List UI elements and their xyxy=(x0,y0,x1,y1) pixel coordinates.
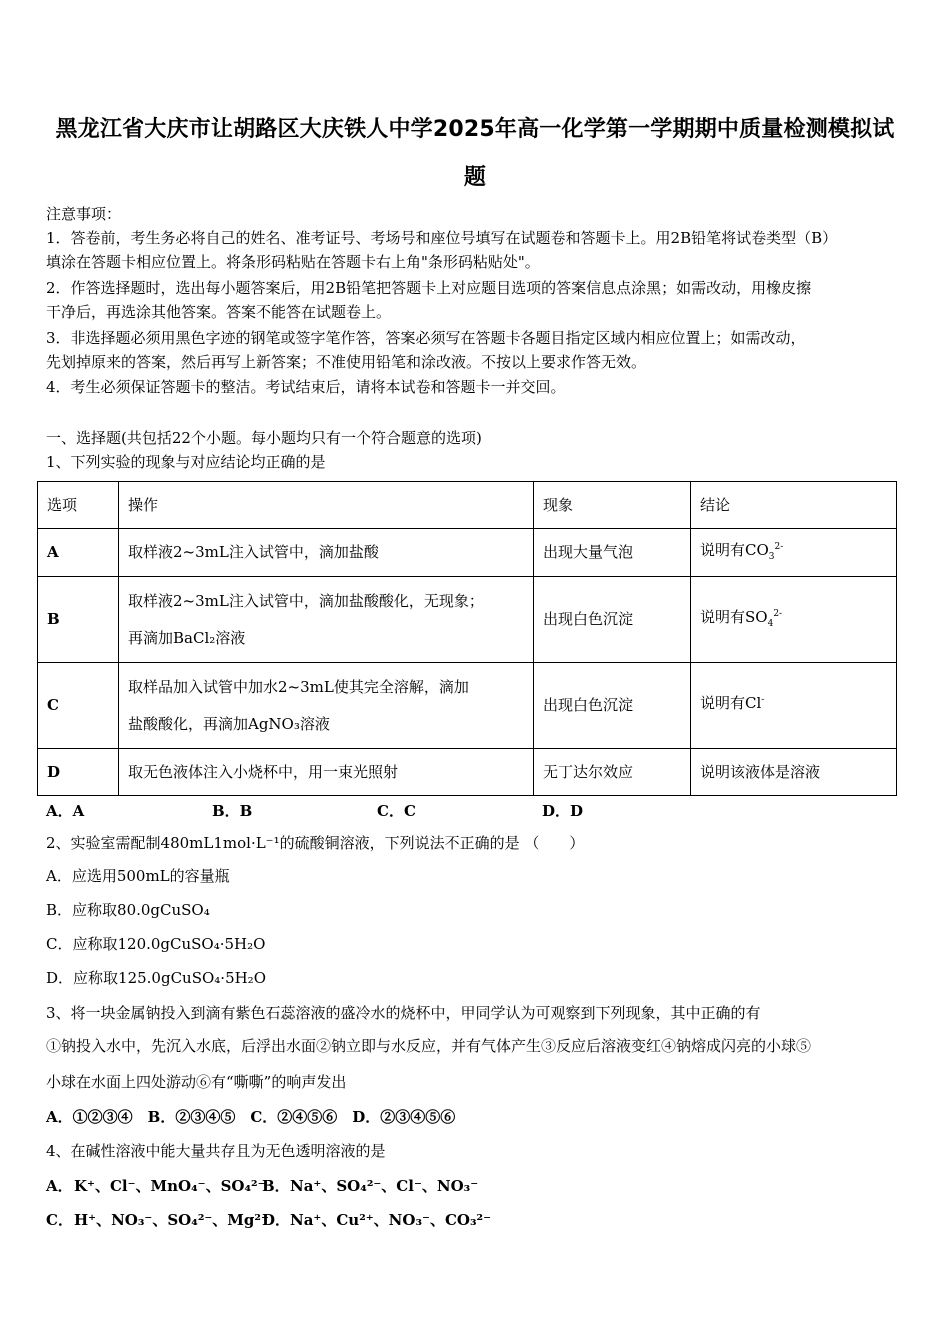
question-4-option-c: H⁺、NO₃⁻、SO₄²⁻、Mg²⁺ xyxy=(74,1211,269,1229)
operation-line: 取无色液体注入小烧杯中，用一束光照射 xyxy=(128,762,399,781)
notice-item: 干净后，再选涂其他答案。答案不能答在试题卷上。 xyxy=(46,303,392,321)
section-heading: 一、选择题(共包括22个小题。每小题均只有一个符合题意的选项) xyxy=(46,429,482,447)
question-3-statements-cont: 小球在水面上四处游动⑥有“嘶嘶”的响声发出 xyxy=(46,1073,347,1091)
notice-item: 4．考生必须保证答题卡的整洁。考试结束后，请将本试卷和答题卡一并交回。 xyxy=(46,378,566,396)
table-cell-option: B xyxy=(38,577,119,663)
conclusion-text: 说明有CO xyxy=(700,541,769,559)
question-2-stem: 2、实验室需配制480mL1mol·L⁻¹的硫酸铜溶液，下列说法不正确的是 （ ） xyxy=(46,834,585,852)
operation-line: 取样品加入试管中加水2~3mL使其完全溶解，滴加 xyxy=(128,677,469,696)
table-cell-operation xyxy=(119,749,534,796)
table-header-row xyxy=(38,482,897,529)
table-cell-operation xyxy=(119,577,534,663)
table-cell-operation xyxy=(119,663,534,749)
question-4-option-b: Na⁺、SO₄²⁻、Cl⁻、NO₃⁻ xyxy=(290,1177,479,1195)
table-row xyxy=(38,577,897,663)
table-cell-conclusion xyxy=(691,663,897,749)
table-cell-conclusion xyxy=(691,577,897,663)
conclusion-superscript: - xyxy=(761,695,765,705)
question-4-option-c-label: C． xyxy=(46,1211,73,1229)
table-cell-phenomenon: 出现白色沉淀 xyxy=(534,663,691,749)
table-header-cell: 选项 xyxy=(38,482,119,529)
table-header-cell: 现象 xyxy=(534,482,691,529)
question-1-option-b: B．B xyxy=(212,802,253,820)
table-cell-conclusion xyxy=(691,529,897,577)
notice-item: 2．作答选择题时，选出每小题答案后，用2B铅笔把答题卡上对应题目选项的答案信息点涂黑；如需改动，用橡皮擦 xyxy=(46,279,812,297)
question-1-stem: 1、下列实验的现象与对应结论均正确的是 xyxy=(46,453,326,471)
question-2-option-a: A．应选用500mL的容量瓶 xyxy=(46,867,230,885)
operation-line: 取样液2~3mL注入试管中，滴加盐酸 xyxy=(128,543,379,561)
conclusion-text: 说明该液体是溶液 xyxy=(700,762,821,781)
question-4-stem: 4、在碱性溶液中能大量共存且为无色透明溶液的是 xyxy=(46,1142,386,1160)
question-3-options: A．①②③④ B．②③④⑤ C．②④⑤⑥ D．②③④⑤⑥ xyxy=(46,1108,456,1126)
operation-line: 再滴加BaCl₂溶液 xyxy=(128,628,246,647)
conclusion-text: 说明有SO xyxy=(700,608,768,626)
question-1-table xyxy=(37,481,897,796)
question-2-option-b: B．应称取80.0gCuSO₄ xyxy=(46,901,210,919)
conclusion-text: 说明有Cl xyxy=(700,694,762,712)
operation-line: 盐酸酸化，再滴加AgNO₃溶液 xyxy=(128,714,330,733)
question-4-option-a: K⁺、Cl⁻、MnO₄⁻、SO₄²⁻ xyxy=(74,1177,266,1195)
question-4-option-d-label: D． xyxy=(262,1211,291,1229)
table-header-cell: 结论 xyxy=(691,482,897,529)
table-cell-option: D xyxy=(38,749,119,796)
table-row xyxy=(38,529,897,577)
question-1-option-a: A．A xyxy=(46,802,85,820)
page-title: 黑龙江省大庆市让胡路区大庆铁人中学2025年高一化学第一学期期中质量检测模拟试 xyxy=(55,117,895,142)
notice-item: 先划掉原来的答案，然后再写上新答案；不准使用铅笔和涂改液。不按以上要求作答无效。 xyxy=(46,353,647,371)
notice-item: 1．答卷前，考生务必将自己的姓名、准考证号、考场号和座位号填写在试题卷和答题卡上。用2B铅笔将试卷类型（B） xyxy=(46,229,838,247)
table-cell-option: C xyxy=(38,663,119,749)
conclusion-superscript: 2- xyxy=(773,609,783,619)
table-cell-option: A xyxy=(38,529,119,577)
question-2-option-d: D．应称取125.0gCuSO₄·5H₂O xyxy=(46,969,266,987)
question-1-option-d: D．D xyxy=(542,802,584,820)
question-1-option-c: C．C xyxy=(377,802,416,820)
notice-heading: 注意事项： xyxy=(46,205,122,223)
question-4-option-b-label: B． xyxy=(262,1177,290,1195)
conclusion-superscript: 2- xyxy=(774,542,784,552)
notice-item: 3．非选择题必须用黑色字迹的钢笔或签字笔作答，答案必须写在答题卡各题目指定区域内相应位置上；如需改动， xyxy=(46,329,806,347)
question-3-stem: 3、将一块金属钠投入到滴有紫色石蕊溶液的盛冷水的烧杯中，甲同学认为可观察到下列现象，其中正确的有 xyxy=(46,1004,761,1022)
conclusion-subscript: 3 xyxy=(768,552,775,562)
question-3-statements: ①钠投入水中，先沉入水底，后浮出水面②钠立即与水反应，并有气体产生③反应后溶液变红④钠熔成闪亮的小球⑤ xyxy=(46,1037,812,1055)
table-cell-phenomenon: 出现白色沉淀 xyxy=(534,577,691,663)
operation-line: 取样液2~3mL注入试管中，滴加盐酸酸化，无现象； xyxy=(128,591,484,610)
table-header-cell: 操作 xyxy=(119,482,534,529)
page-title-cont: 题 xyxy=(463,165,487,190)
question-4-option-a-label: A． xyxy=(46,1177,73,1195)
table-cell-operation xyxy=(119,529,534,577)
question-4-option-d: Na⁺、Cu²⁺、NO₃⁻、CO₃²⁻ xyxy=(290,1211,492,1229)
table-cell-conclusion xyxy=(691,749,897,796)
table-cell-phenomenon: 无丁达尔效应 xyxy=(534,749,691,796)
question-2-option-c: C．应称取120.0gCuSO₄·5H₂O xyxy=(46,935,266,953)
conclusion-subscript: 4 xyxy=(767,619,774,629)
notice-item: 填涂在答题卡相应位置上。将条形码粘贴在答题卡右上角"条形码粘贴处"。 xyxy=(46,253,540,271)
table-row xyxy=(38,663,897,749)
table-row xyxy=(38,749,897,796)
table-cell-phenomenon: 出现大量气泡 xyxy=(534,529,691,577)
